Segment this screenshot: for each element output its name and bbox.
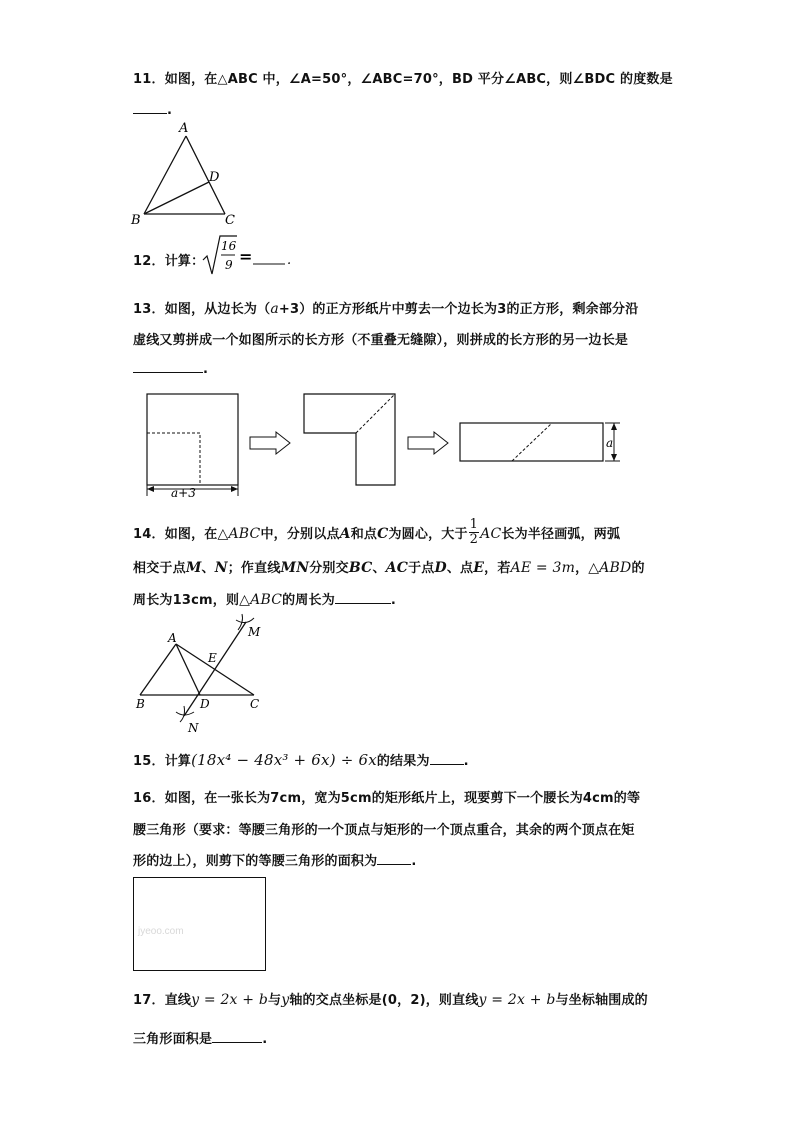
q17-equation-2: y = 2x + b [478,992,556,1008]
q14-text-2e: 于点 [408,561,435,576]
q16-line3 [133,850,416,869]
q17-line2 [133,1028,267,1047]
q14-fig-label-e: E [208,651,217,665]
q17-answer-blank[interactable] [212,1030,262,1043]
q13-text-2: 虚线又剪拼成一个如图所示的长方形（不重叠无缝隙），则拼成的长方形的另一边长是 [133,333,629,348]
q12-period: . [287,253,292,268]
q14-line1 [133,517,621,549]
q13-text-1c: 的正方形，剩余部分沿 [506,302,639,317]
q13-three: 3 [497,302,507,317]
q15-prefix: 计算 [164,754,192,769]
q14-fig-label-a: A [168,631,177,645]
q16-text-1: 如图，在一张长为7cm，宽为5cm的矩形纸片上，现要剪下一个腰长为4cm的等 [164,791,641,806]
q11-answer-line [133,101,172,118]
q16-watermark: jyeoo.com [138,926,184,937]
q14-line-mn: MN [280,560,310,576]
q14-fig-label-b: B [136,697,145,711]
q15-number: 15． [133,754,165,769]
q12-line [133,250,204,269]
q14-point-m: M [185,560,202,576]
q17-text-c: 轴的交点坐标是(0，2)，则直线 [289,993,479,1008]
q14-answer-blank[interactable] [335,591,391,604]
q13-cut-dashed [147,433,200,485]
q14-line3 [133,589,396,608]
q13-figure [140,388,630,503]
q17-text-d: 与坐标轴围成的 [555,993,648,1008]
q13-answer-blank[interactable] [133,360,203,373]
q12-denominator: 9 [225,258,233,272]
q13-big-square [147,394,238,485]
q16-rectangle [133,877,266,971]
q11-number: 11． [133,72,165,87]
q11-answer-blank[interactable] [133,101,167,114]
q14-sep: 、 [201,561,215,576]
q11-edge-ab [144,136,186,214]
q14-point-a: A [339,526,351,542]
q14-tri-abc-2: △ABC [239,592,283,608]
q16-answer-blank[interactable] [377,852,411,865]
q13-side-label: a [606,436,614,450]
q16-text-3: 形的边上），则剪下的等腰三角形的面积为 [133,854,378,869]
q13-var-a: a [270,301,279,317]
q11-triangle-figure [125,118,240,228]
q16-text-2: 腰三角形（要求：等腰三角形的一个顶点与矩形的一个顶点重合，其余的两个顶点在矩 [133,823,635,838]
q14-text-2g: ，若 [484,561,511,576]
q17-y: y [281,992,290,1008]
q14-point-d: D [434,560,447,576]
q14-perimeter: 13cm [172,593,213,608]
q14-ac-2: AC [385,560,409,576]
q14-text-3c: 的周长为 [282,593,335,608]
q13-number: 13． [133,302,165,317]
q15-period: . [463,754,469,769]
q16-line2 [133,819,635,838]
q13-period: . [203,362,209,377]
q12-numerator: 16 [221,239,237,253]
q14-edge-ab [140,644,176,695]
q12-sqrt-expression [201,234,301,278]
q13-rect-diagonal [512,423,552,461]
q11-period: . [167,103,173,118]
q14-tri-abc: △ABC [217,526,261,542]
q15-suffix: 的结果为 [376,754,430,769]
q14-text-1d: 为圆心，大于 [388,527,468,542]
q15-expression: (18x⁴ − 48x³ + 6x) ÷ 6x [191,751,377,769]
q14-fig-label-m: M [248,625,261,639]
q14-text-2i: 的 [631,561,645,576]
q14-point-c: C [377,526,389,542]
q13-line2 [133,329,628,348]
q14-figure [128,612,278,737]
q11-label-a: A [179,121,189,136]
q17-period: . [262,1032,268,1047]
q14-ac: AC [480,526,502,542]
q17-text-2: 三角形面积是 [133,1032,213,1047]
q13-text-1b: +3）的正方形纸片中剪去一个边长为 [278,302,498,317]
q14-fig-label-d: D [200,697,210,711]
q14-text-2d: 、 [372,561,386,576]
q13-arrow-1 [250,432,290,454]
q17-text-b: 与 [268,993,282,1008]
q14-tri-abd: △ABD [588,560,632,576]
q13-line1 [133,298,638,317]
q12-number: 12． [133,254,165,269]
q13-l-diagonal [356,394,395,433]
q11-line [133,68,673,87]
q13-line3 [133,360,208,377]
q14-half-fraction [469,518,479,547]
q16-period: . [411,854,417,869]
q17-number: 17． [133,993,165,1008]
q16-number: 16． [133,791,165,806]
q12-prefix: 计算： [164,254,205,269]
q14-fig-label-c: C [250,697,260,711]
q11-label-b: B [131,213,141,228]
q14-period: . [390,593,397,608]
q14-text-2b: ；作直线 [227,561,281,576]
q13-dim-arrow-right [231,486,238,492]
q14-half-den: 2 [469,532,479,547]
q17-text-a: 直线 [164,993,192,1008]
q14-text-1e: 长为半径画弧，两弧 [501,527,621,542]
q14-text-2h: ， [575,561,589,576]
q14-fig-label-n: N [188,721,199,735]
q14-text-2f: 、点 [446,561,474,576]
q11-text: 如图，在△ABC 中，∠A=50°，∠ABC=70°，BD 平分∠ABC，则∠BDC 的度数是 [164,72,673,87]
q11-bisector-bd [144,182,209,214]
q17-line1 [133,989,648,1008]
q14-text-3a: 周长为 [133,593,173,608]
q14-ae-eq: AE = 3m [510,560,576,576]
q13-dim-arrow-left [147,486,154,492]
q13-dim-label: a+3 [171,486,196,500]
q11-label-d: D [209,170,220,185]
q14-point-n: N [214,560,228,576]
q13-side-arrow-bottom [611,454,617,461]
q13-arrow-2 [408,432,448,454]
q14-arc-m [236,618,254,623]
q11-label-c: C [225,213,235,228]
q14-line2 [133,557,645,576]
q14-text-2c: 分别交 [309,561,349,576]
q14-half-num: 1 [469,517,479,532]
q14-text-1c: 和点 [350,527,378,542]
q14-text-1b: 中，分别以点 [260,527,340,542]
q16-line1 [133,787,640,806]
q14-point-e: E [473,560,485,576]
q14-number: 14． [133,527,165,542]
q14-bc: BC [348,560,373,576]
q14-line-mn [184,622,246,716]
q14-text-1a: 如图，在 [164,527,218,542]
q15-answer-blank[interactable] [430,752,464,765]
q14-text-2a: 相交于点 [133,561,186,576]
q13-text-1a: 如图，从边长为（ [164,302,271,317]
q15-line [133,750,469,769]
q12-equals: = [239,247,253,266]
q13-side-arrow-top [611,423,617,430]
q17-equation-1: y = 2x + b [191,992,269,1008]
q14-text-3b: ，则 [212,593,240,608]
